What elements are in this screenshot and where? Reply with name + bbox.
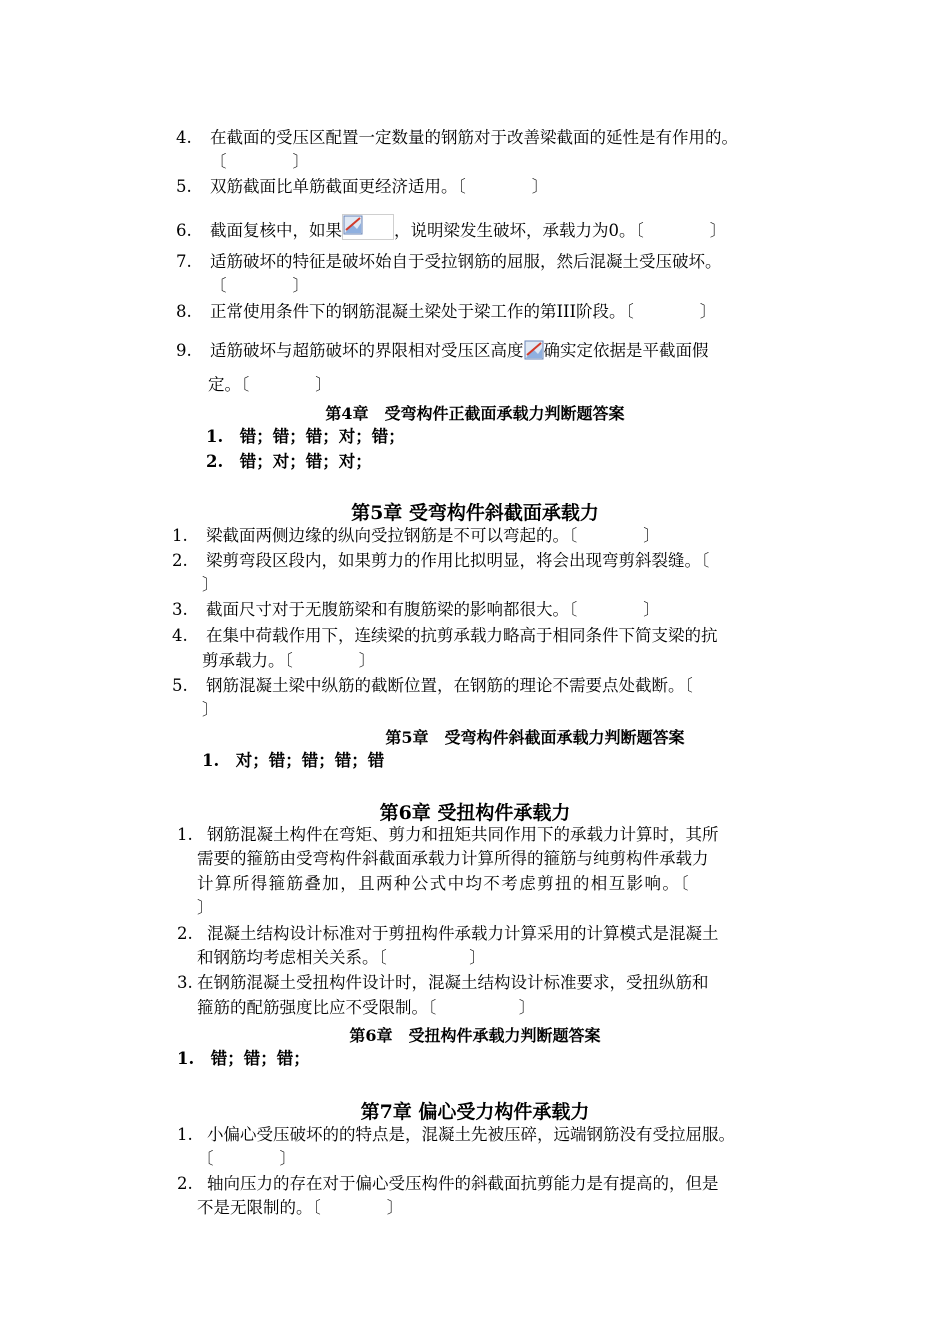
ch5-answer-row: 1. 对；错；错；错；错 (202, 751, 385, 770)
ch7-q1: 1. 小偏心受压破坏的的特点是，混凝土先被压碎，远端钢筋没有受拉屈服。 (177, 1125, 735, 1144)
ch4-answers-title: 第4章 受弯构件正截面承载力判断题答案 (325, 404, 625, 423)
broken-image-icon (524, 340, 544, 360)
ch4-q9-cont: 定。〔 〕 (208, 375, 332, 394)
ch6-q3: 3. 在钢筋混凝土受扭构件设计时，混凝土结构设计标准要求，受扭纵筋和 (177, 973, 709, 992)
ch6-q1: 1. 钢筋混凝土构件在弯矩、剪力和扭矩共同作用下的承载力计算时，其所 (177, 825, 719, 844)
ch7-q1-cont: 〔 〕 (197, 1149, 296, 1168)
ch4-q4: 4. 在截面的受压区配置一定数量的钢筋对于改善梁截面的延性是有作用的。 (176, 128, 738, 147)
ch6-q1-cont: 需要的箍筋由受弯构件斜截面承载力计算所得的箍筋与纯剪构件承载力 (197, 849, 709, 868)
ch5-title: 第5章 受弯构件斜截面承载力 (351, 502, 599, 524)
ch6-answer-row: 1. 错；错；错； (177, 1049, 310, 1068)
ch6-q2: 2. 混凝土结构设计标准对于剪扭构件承载力计算采用的计算模式是混凝土 (177, 924, 719, 943)
ch6-title: 第6章 受扭构件承载力 (379, 802, 571, 824)
ch4-q6: 6. 截面复核中，如果 ，说明梁发生破坏，承载力为0。〔 〕 (176, 214, 726, 241)
ch5-q4-cont: 剪承载力。〔 〕 (202, 651, 376, 670)
ch6-q2-cont: 和钢筋均考虑相关关系。〔 〕 (197, 948, 486, 967)
ch6-q1-cont: 〕 (197, 898, 214, 917)
ch5-q5: 5. 钢筋混凝土梁中纵筋的截断位置，在钢筋的理论不需要点处截断。〔 (172, 676, 693, 695)
ch4-answer-row: 1. 错；错；错；对；错； (206, 427, 405, 446)
ch5-q1: 1. 梁截面两侧边缘的纵向受拉钢筋是不可以弯起的。〔 〕 (172, 526, 660, 545)
ch5-q3: 3. 截面尺寸对于无腹筋梁和有腹筋梁的影响都很大。〔 〕 (172, 600, 660, 619)
ch4-q7-cont: 〔 〕 (210, 276, 309, 295)
ch4-q8: 8. 正常使用条件下的钢筋混凝土梁处于梁工作的第III阶段。〔 〕 (176, 302, 717, 321)
ch4-q7: 7. 适筋破坏的特征是破坏始自于受拉钢筋的屈服，然后混凝土受压破坏。 (176, 252, 722, 271)
ch5-answers-title: 第5章 受弯构件斜截面承载力判断题答案 (385, 728, 685, 747)
ch6-answers-title: 第6章 受扭构件承载力判断题答案 (349, 1026, 601, 1045)
ch5-q2-cont: 〕 (202, 575, 219, 594)
ch7-title: 第7章 偏心受力构件承载力 (360, 1101, 590, 1123)
ch5-q4: 4. 在集中荷载作用下，连续梁的抗剪承载力略高于相同条件下简支梁的抗 (172, 626, 718, 645)
ch7-q2-cont: 不是无限制的。〔 〕 (197, 1198, 404, 1217)
ch4-q5: 5. 双筋截面比单筋截面更经济适用。〔 〕 (176, 177, 549, 196)
ch4-q4-cont: 〔 〕 (210, 152, 309, 171)
ch6-q3-cont: 箍筋的配筋强度比应不受限制。〔 〕 (197, 998, 536, 1017)
ch4-answer-row: 2. 错；对；错；对； (206, 452, 372, 471)
ch7-q2: 2. 轴向压力的存在对于偏心受压构件的斜截面抗剪能力是有提高的，但是 (177, 1174, 719, 1193)
ch5-q2: 2. 梁剪弯段区段内，如果剪力的作用比拟明显，将会出现弯剪斜裂缝。〔 (172, 551, 710, 570)
ch4-q9: 9. 适筋破坏与超筋破坏的界限相对受压区高度 确实定依据是平截面假 (176, 341, 709, 360)
broken-image-icon (342, 214, 394, 240)
ch5-q5-cont: 〕 (202, 700, 219, 719)
ch6-q1-cont: 计算所得箍筋叠加，且两种公式中均不考虑剪扭的相互影响。〔 (197, 874, 690, 893)
